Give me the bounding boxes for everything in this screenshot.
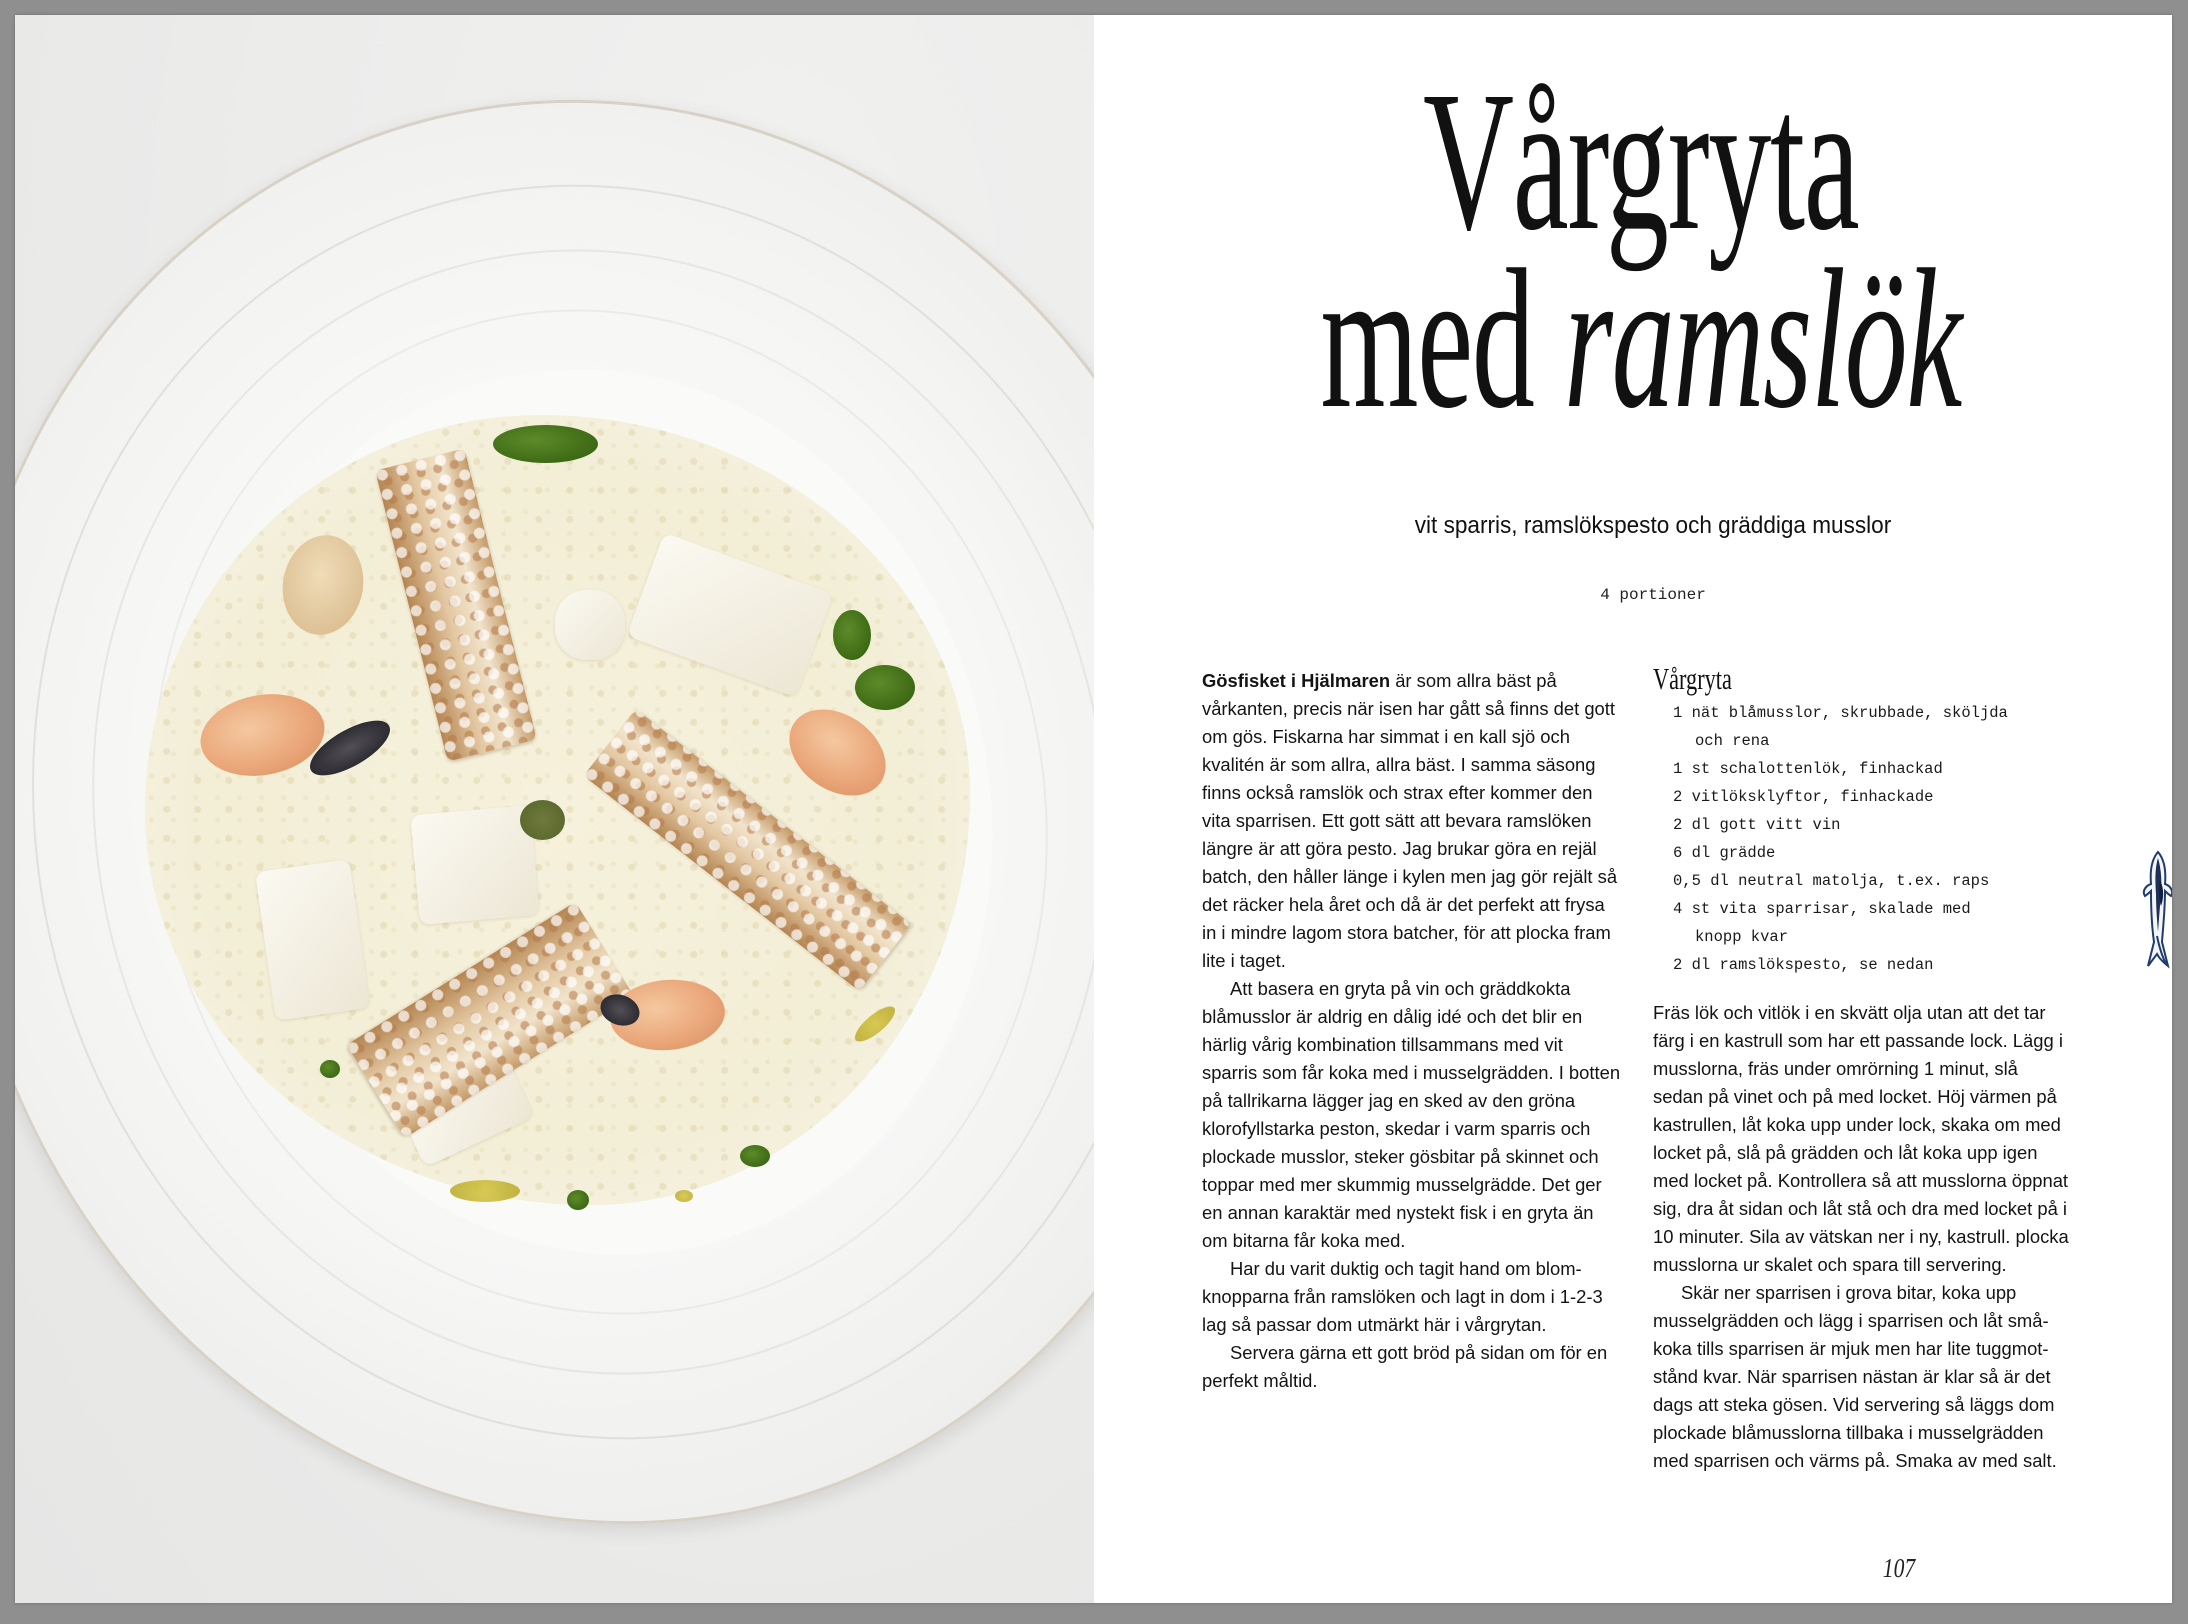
ingredient-item: [1653, 811, 2073, 839]
method: [1653, 999, 2073, 1475]
recipe-column: [1653, 661, 2073, 1475]
recipe-page: [1094, 15, 2172, 1603]
method-paragraph: Fräs lök och vitlök i en skvätt olja utan att det tar färg i en kastrull som har ett passande lock. Lägg i musslorna, fräs under omrörning 1 minut, slå sedan på vinet och på med locket. Höj värmen på kastrullen, låt koka upp under lock, skaka om med locket på, slå på grädden och låt koka upp igen med locket på. Kontrollera så att musslorna öppnat sig, dra åt sidan och låt stå och dra med locket på i 10 minuter. Sila av vätskan ner i ny, kastrull. plocka musslorna ur skalet och spara till servering.: [1653, 1002, 2069, 1275]
ingredient-item: [1653, 867, 2073, 895]
pesto-drop: [320, 1060, 340, 1078]
pesto-drop: [520, 800, 565, 840]
ingredient-item: [1653, 839, 2073, 867]
ingredient-text: 6 dl grädde: [1673, 844, 1776, 862]
pesto-drop: [567, 1190, 589, 1210]
intro-text: är som allra bäst på vårkanten, precis när isen har gått så finns det gott om gös. Fiskarna har simmat i en kall sjö och kvalitén är som allra, allra bäst. I samma säsong finns också ramslök och strax efter kommer den vita sparrisen. Ett gott sätt att bevara ramslöken längre är att göra pesto. Jag brukar göra en rejäl batch, den håller länge i kylen men jag gör rejält så det räcker hela året och då är det perfekt att frysa in i mindre lagom stora batcher, för att plocka fram lite i taget.: [1202, 670, 1618, 971]
ingredient-text: 2 vitlöksklyftor, finhackade: [1673, 788, 1934, 806]
title-italic: ramslök: [1563, 229, 1962, 450]
ingredient-list: [1653, 699, 2073, 979]
ingredient-item: [1653, 951, 2073, 979]
title-line-2: [1301, 229, 1980, 450]
intro-paragraph: [1202, 667, 1622, 975]
title-line-1: Vårgryta: [1423, 51, 1859, 272]
ingredient-text: 2 dl ramslökspesto, se nedan: [1673, 956, 1934, 974]
pesto-drop: [833, 610, 871, 660]
intro-paragraph: Att basera en gryta på vin och gräddkokta blåmusslor är aldrig en dålig idé och det blir en härlig vårig kombination tillsammans med vit sparris som får koka med i musselgrädden. I botten på tallrikarna lägger jag en sked av den gröna klorofyllstarka peston, skedar i varm sparris och plockade musslor, steker gösbitar på skinnet och toppar med mer skummig musselgrädde. Det ger en annan karaktär med nystekt fisk i en gryta än om bitarna får koka med.: [1202, 978, 1621, 1251]
intro-paragraph: Har du varit duktig och tagit hand om blom-knopparna från ramslöken och lagt in dom i 1-2-3 lag så passar dom utmärkt här i vårgrytan.: [1202, 1258, 1603, 1335]
pesto-drop: [740, 1145, 770, 1167]
koi-fish-icon: [2138, 850, 2172, 970]
ingredient-text: 1 st schalottenlök, finhackad: [1673, 760, 1943, 778]
ingredient-cont: och rena: [1695, 732, 1770, 750]
recipe-title: [1094, 51, 2172, 450]
dish-photo: [15, 15, 1094, 1603]
pesto-drop: [855, 665, 915, 710]
asparagus-piece: [555, 590, 625, 660]
pesto-drop: [493, 425, 598, 463]
ingredient-item: [1653, 895, 2073, 951]
servings: 4 portioner: [1600, 586, 1706, 604]
oil-drop: [675, 1190, 693, 1202]
ingredient-item: [1653, 699, 2073, 755]
recipe-subtitle: vit sparris, ramslökspesto och gräddiga musslor: [1414, 512, 1892, 539]
oil-drop: [450, 1180, 520, 1202]
page-number: 107: [1882, 1553, 1916, 1583]
ingredient-item: [1653, 755, 2073, 783]
ingredient-item: [1653, 783, 2073, 811]
ingredient-text: 0,5 dl neutral matolja, t.ex. raps: [1673, 872, 1990, 890]
intro-lead: Gösfisket i Hjälmaren: [1202, 670, 1391, 691]
book-spread: [15, 15, 2172, 1603]
intro-column: [1202, 667, 1622, 1395]
title-regular: med: [1320, 229, 1534, 450]
ingredients-heading: Vårgryta: [1653, 661, 1732, 696]
ingredient-text: 1 nät blåmusslor, skrubbade, sköljda: [1673, 704, 2008, 722]
method-paragraph: Skär ner sparrisen i grova bitar, koka upp musselgrädden och lägg i sparrisen och låt små-koka tills sparrisen är mjuk men har lite tuggmot-stånd kvar. När sparrisen nästan är klar så är det dags att steka gösen. Vid servering så läggs dom plockade blåmusslorna tillbaka i musselgrädden med sparrisen och värms på. Smaka av med salt.: [1653, 1282, 2057, 1471]
ingredient-text: 4 st vita sparrisar, skalade med: [1673, 900, 1971, 918]
ingredient-text: 2 dl gott vitt vin: [1673, 816, 1841, 834]
ingredient-cont: knopp kvar: [1695, 928, 1789, 946]
intro-paragraph: Servera gärna ett gott bröd på sidan om för en perfekt måltid.: [1202, 1342, 1608, 1391]
